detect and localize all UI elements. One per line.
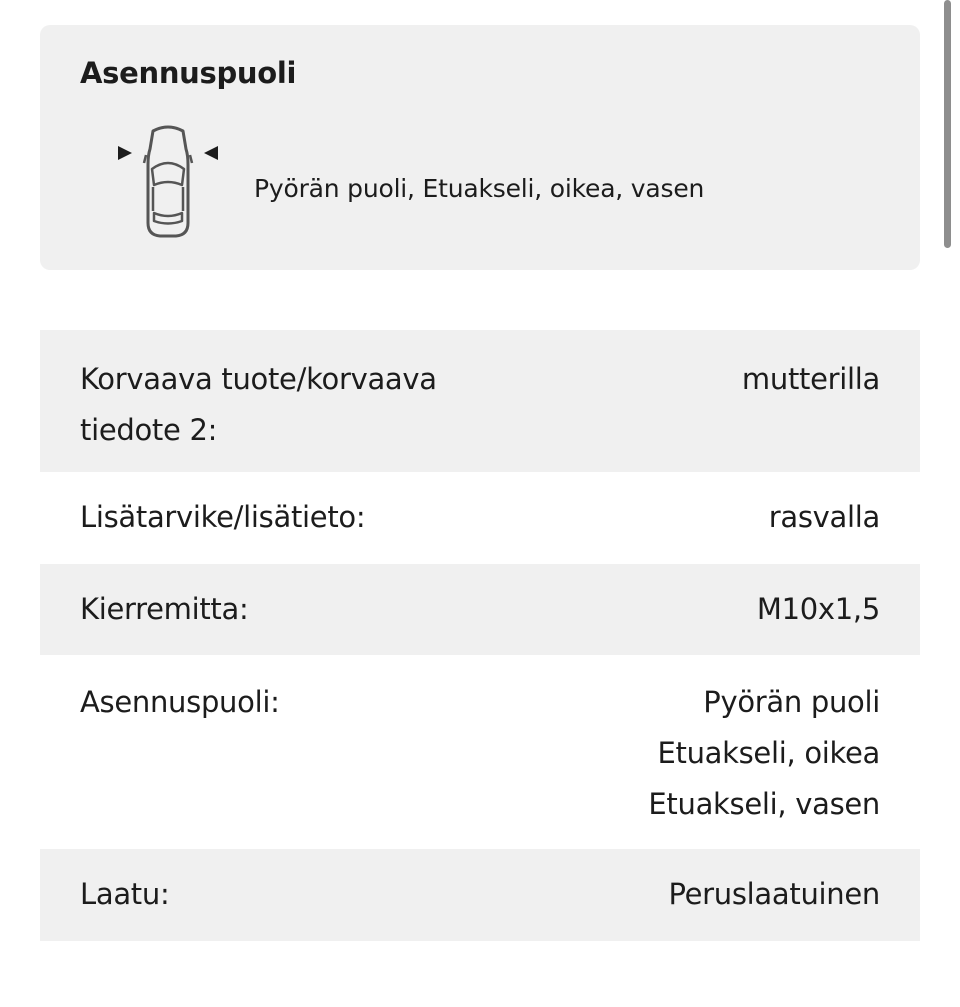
spec-label: Korvaava tuote/korvaava tiedote 2:: [80, 362, 437, 447]
spec-value-line: Etuakseli, vasen: [648, 787, 880, 821]
spec-value: [769, 492, 880, 543]
scrollbar[interactable]: [944, 0, 951, 248]
spec-value: [648, 677, 880, 830]
installation-side-summary: Pyörän puoli, Etuakseli, oikea, vasen: [254, 174, 705, 203]
spec-value-line: Etuakseli, oikea: [657, 736, 880, 770]
spec-value-line: Pyörän puoli: [703, 685, 880, 719]
spec-value: [742, 354, 880, 405]
spec-row-accessory-info: [40, 472, 920, 564]
spec-label: Laatu:: [80, 877, 170, 911]
spec-value-line: Peruslaatuinen: [668, 877, 880, 911]
spec-label: Kierremitta:: [80, 592, 249, 626]
spec-table: [40, 330, 920, 941]
spec-row-installation-side: [40, 655, 920, 849]
spec-value-line: mutterilla: [741, 362, 880, 396]
installation-side-card: [40, 25, 920, 270]
spec-value-line: M10x1,5: [756, 592, 880, 626]
spec-row-quality: [40, 849, 920, 941]
spec-value: [668, 869, 880, 920]
spec-value: [757, 584, 880, 635]
spec-row-thread-size: [40, 564, 920, 655]
spec-label: Asennuspuoli:: [80, 685, 280, 719]
spec-value-line: rasvalla: [768, 500, 880, 534]
spec-row-replacement-note: [40, 330, 920, 472]
car-top-view-icon: [116, 121, 220, 241]
card-title: Asennuspuoli: [80, 56, 297, 90]
spec-label: Lisätarvike/lisätieto:: [80, 500, 366, 534]
